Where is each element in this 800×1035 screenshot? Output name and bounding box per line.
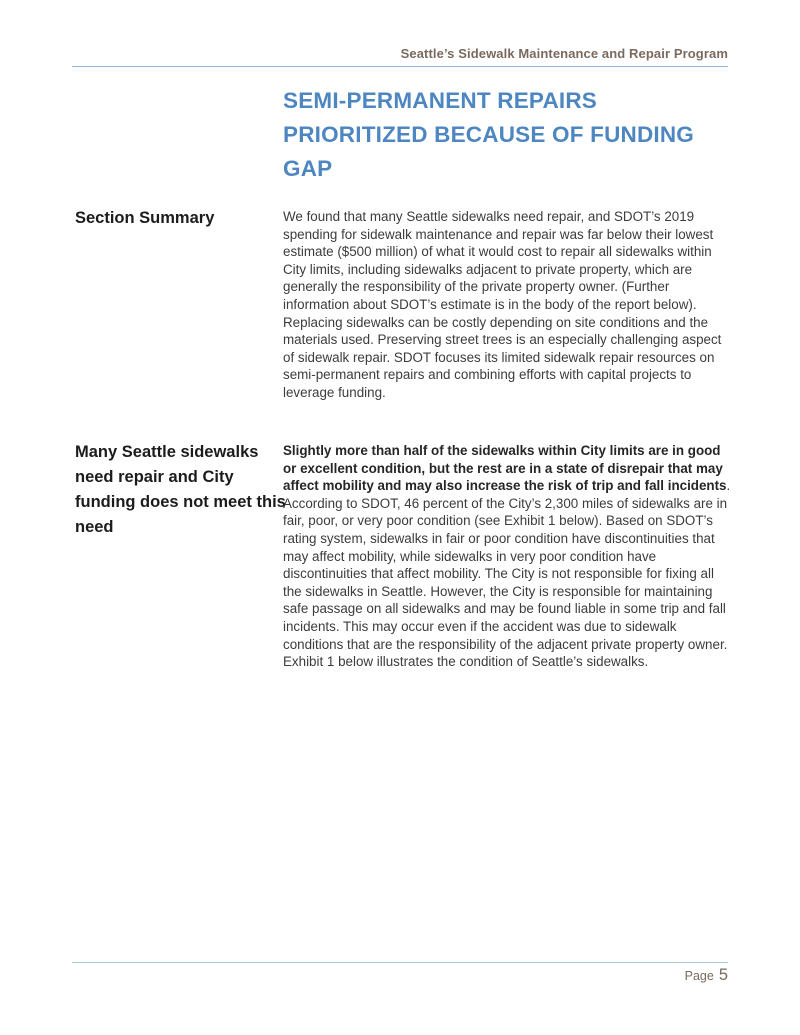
sidewalks-need-repair-body-rest: . According to SDOT, 46 percent of the City’s 2,300 miles of sidewalks are in fair, poor, or very poor condition (see Exhibit 1 below). Based on SDOT’s rating system, sidewalks in fair or poor condition have discontinuities that may affect mobility, while sidewalks in very poor condition have discontinuities that affect mobility. The City is not responsible for fixing all the sidewalks in Seattle. However, the City is responsible for maintaining safe passage on all sidewalks and may be found liable in some trip and fall incidents. This may occur even if the accident was due to sidewalk conditions that are the responsibility of the adjacent private property owner. Exhibit 1 below illustrates the condition of Seattle’s sidewalks. — [283, 478, 731, 670]
sidewalks-need-repair-body-bold-lead: Slightly more than half of the sidewalks within City limits are in good or excellent condition, but the rest are in a state of disrepair that may affect mobility and may also increase the risk of trip and fall incidents — [283, 443, 727, 494]
running-header — [72, 46, 728, 61]
page-footer — [685, 966, 728, 985]
header-rule — [72, 66, 728, 67]
section-summary-body: We found that many Seattle sidewalks need repair, and SDOT’s 2019 spending for sidewalk maintenance and repair was far below their lowest estimate ($500 million) of what it would cost to repair all sidewalks within City limits, including sidewalks adjacent to private property, which are generally the responsibility of the private property owner. (Further information about SDOT’s estimate is in the body of the report below). Replacing sidewalks can be costly depending on site conditions and the materials used. Preserving street trees is an especially challenging aspect of sidewalk repair. SDOT focuses its limited sidewalk repair resources on semi-permanent repairs and combining efforts with capital projects to leverage funding. — [283, 209, 722, 400]
page-title: SEMI-PERMANENT REPAIRS PRIORITIZED BECAUSE OF FUNDING GAP — [283, 88, 695, 181]
section-label-section-summary: Section Summary — [75, 209, 215, 227]
sidewalks-need-repair-body — [283, 442, 735, 671]
page-footer-number: 5 — [718, 966, 728, 984]
section-label-sidewalks-need-repair: Many Seattle sidewalks need repair and City funding does not meet this need — [75, 443, 286, 536]
page-footer-label: Page — [684, 969, 714, 983]
running-header-title: Seattle’s Sidewalk Maintenance and Repair Program — [400, 46, 728, 61]
footer-rule — [72, 962, 728, 963]
